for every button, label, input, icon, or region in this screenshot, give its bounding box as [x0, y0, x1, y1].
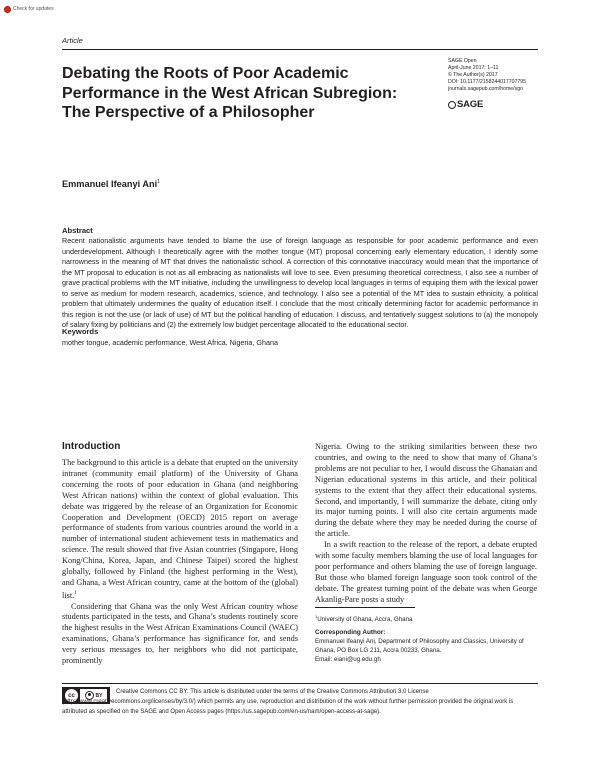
license-divider: [62, 683, 538, 684]
abstract-heading: Abstract: [62, 226, 93, 235]
body-column-left: [62, 458, 298, 667]
introduction-heading: Introduction: [62, 441, 121, 452]
body-column-right: [315, 442, 537, 606]
author-name-text: Emmanuel Ifeanyi Ani: [62, 179, 158, 190]
keywords-text: mother tongue, academic performance, West Africa, Nigeria, Ghana: [62, 338, 278, 347]
journal-doi[interactable]: DOI: 10.1177/2158244017707795: [448, 79, 527, 85]
corresponding-author-address: Emmanuel Ifeanyi Ani, Department of Philosophy and Classics, University of Ghana, PO Box LG 211, Accra 00233, Ghana.: [315, 638, 524, 654]
corresponding-author-email[interactable]: Email: eiani@ug.edu.gh: [315, 655, 381, 663]
intro-paragraph-1: [62, 458, 298, 602]
sage-logo: [448, 99, 483, 110]
affiliation-mark: 1: [315, 614, 318, 619]
author-name: [62, 179, 160, 189]
journal-name: SAGE Open: [448, 58, 477, 64]
article-type-label: Article: [62, 36, 83, 45]
license-text: Creative Commons CC BY: This article is distributed under the terms of the Creative Commons Attribution 3.0 License (http://www.creativecommons.org/licenses/by/3.0/) which permits any use, reproduction and distribution of the work without further permission provided the original work is attributed as specified on the SAGE and Open Access pages (https://us.sagepub.com/en-us/nam/open-access-at-sage).: [62, 689, 514, 715]
check-updates-icon: [4, 6, 11, 13]
check-for-updates-badge[interactable]: [4, 4, 54, 14]
by-label: BY: [95, 692, 103, 699]
cc-icon: cc: [65, 689, 78, 702]
intro-paragraph-3: Nigeria. Owing to the striking similarities between these two countries, and owing to the need to show that many of Ghana’s problems are not peculiar to her, I would discuss the Ghanaian and Nigerian educational systems in this article, and their political systems to the extent that they affect their educational systems. Second, and importantly, I will summarize the debate, citing only its major turning points. I will also cite certain arguments made during the debate where they may be needed during the course of the article.: [315, 442, 537, 539]
journal-issue: April-June 2017: 1–11: [448, 65, 499, 71]
footnote-ref-1[interactable]: 1: [74, 590, 77, 596]
header-divider: [62, 49, 538, 50]
keywords-heading: Keywords: [62, 327, 99, 336]
corresponding-author-heading: Corresponding Author:: [315, 629, 386, 636]
sage-logo-icon: [448, 101, 456, 109]
intro-paragraph-4: In a swift reaction to the release of the report, a debate erupted with some faculty members blaming the use of local languages for poor performance and others blaming the use of foreign language. But those who blamed foreign language soon took control of the debate. The greatest turning point of the debate was when George Akanlig-Pare posts a study: [315, 540, 537, 604]
affiliation-text: University of Ghana, Accra, Ghana: [317, 616, 413, 624]
check-updates-label: Check for updates: [13, 6, 54, 12]
sage-logo-text: SAGE: [457, 99, 484, 110]
author-affil-mark: 1: [157, 179, 160, 185]
journal-copyright: © The Author(s) 2017: [448, 72, 498, 78]
journal-url[interactable]: journals.sagepub.com/home/sgo: [448, 86, 523, 92]
corresponding-author-details: [315, 638, 539, 664]
journal-info: [448, 58, 558, 93]
footnote-divider: [315, 607, 415, 608]
abstract-text: Recent nationalistic arguments have tended to blame the use of foreign language as responsible for poor academic performance and even underdevelopment. Although I theoretically agree with the mother tongue (MT) proposal concerning early elementary education, I identify some narrowness in the meaning of MT that drives the nationalistic school. A correction of this connotative inaccuracy would mean that the importance of the MT proposal to education is not as all embracing as nationalists will love to see. Even presuming theoretical correctness, I also see a number of grave practical problems with the MT initiative, including the unwillingness to develop local languages in terms of equiping them with the lexical power to serve as medium for modern research, academics, science, and technology. I also see a potential of the MT idea to sustain ethnicity, a political problem that ultimately undermines the quality of education itself. I conclude that the most critically determining factor for academic performance in this region is not the use (or lack of use) of MT but the political handling of education. I discuss, and tentatively suggest solutions to (a) the monopoly of salary fixing by politicians and (2) the extremely low budget percentage allocated to the educational sector.: [62, 236, 538, 329]
affiliation-footnote: [315, 614, 413, 623]
intro-paragraph-2: Considering that Ghana was the only West African country whose students participated in the tests, and Ghana’s students routinely score the highest results in the West African Examinations Council (WAEC) examinations, Ghana’s performance has significance for, and sends very serious messages to, her neighbors who did not participate, prominently: [62, 601, 298, 666]
article-title: Debating the Roots of Poor Academic Performance in the West African Subregion: The Perspective of a Philosopher: [62, 65, 398, 122]
intro-paragraph-1-text: The background to this article is a debate that erupted on the university intranet (community email platform) of the University of Ghana concerning the roots of poor education in Ghana (and neighboring West African nations) within the context of global evaluation. This debate was triggered by the release of an Organization for Economic Cooperation and Development (OECD) 2015 report on average performance of students from various countries around the world in a number of international student achievement tests in mathematics and science. The result showed that five Asian countries (Singapore, Hong Kong/China, Korea, Japan, and Chinese Taipei) scored the highest globally, followed by Finland (the highest performing in the West), and Ghana, a West African country, came at the bottom of the (global) list.: [62, 458, 298, 600]
